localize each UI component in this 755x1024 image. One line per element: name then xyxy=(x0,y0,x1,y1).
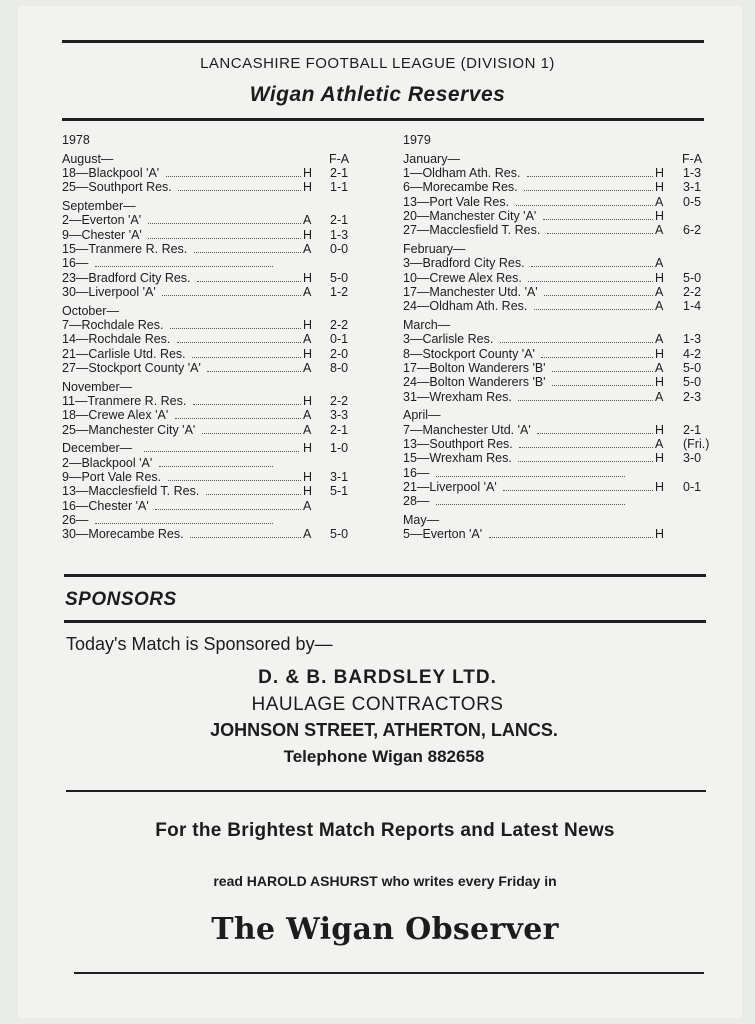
score: 5-0 xyxy=(330,527,349,542)
venue: A xyxy=(303,422,312,437)
advert-headline: For the Brightest Match Reports and Latest News xyxy=(155,820,615,841)
fixture-text: 21—Liverpool 'A' xyxy=(403,479,497,494)
fixture-row xyxy=(62,180,362,194)
fixture-row xyxy=(403,223,709,237)
fixture-row xyxy=(62,347,362,361)
venue: A xyxy=(655,436,664,451)
year-label: 1979 xyxy=(403,133,431,147)
venue: H xyxy=(303,484,313,499)
fixture-row xyxy=(62,527,362,541)
dot-leader xyxy=(148,213,301,224)
score: 1-3 xyxy=(683,166,702,181)
fixture-text: 9—Chester 'A' xyxy=(62,227,142,242)
dot-leader xyxy=(528,271,653,282)
fixture-row xyxy=(62,318,362,332)
dot-leader xyxy=(162,285,301,296)
fixture-row xyxy=(403,451,709,465)
month-header xyxy=(403,318,709,332)
venue: A xyxy=(303,213,312,228)
fixture-text: 25—Manchester City 'A' xyxy=(62,422,196,437)
fixture-text: 17—Bolton Wanderers 'B' xyxy=(403,360,546,375)
fixtures-1979 xyxy=(403,133,709,546)
sponsors-top-rule xyxy=(64,574,706,577)
year-label: 1978 xyxy=(62,133,90,147)
sponsor-company: D. & B. BARDSLEY LTD. xyxy=(258,667,497,688)
dot-leader xyxy=(192,347,301,358)
score: 2-1 xyxy=(683,422,702,437)
venue: H xyxy=(655,270,665,285)
fixture-text: 28— xyxy=(403,494,430,509)
month-header xyxy=(403,152,709,166)
dot-leader xyxy=(197,271,301,282)
fixture-row xyxy=(62,271,362,285)
fixture-row xyxy=(403,361,709,375)
fixture-row xyxy=(62,213,362,227)
fixture-row xyxy=(62,285,362,299)
fixture-text: 18—Blackpool 'A' xyxy=(62,166,160,181)
dot-leader xyxy=(168,470,301,481)
score: 2-2 xyxy=(330,394,349,409)
venue: A xyxy=(655,256,664,271)
dot-leader xyxy=(436,466,625,477)
venue: H xyxy=(655,346,665,361)
month-header xyxy=(62,441,362,455)
dot-leader xyxy=(175,408,301,419)
score: 2-0 xyxy=(330,346,349,361)
fixture-row xyxy=(62,423,362,437)
fixture-text: 14—Rochdale Res. xyxy=(62,332,171,347)
score: 1-4 xyxy=(683,299,702,314)
month-name: January— xyxy=(403,151,460,166)
club-title: Wigan Athletic Reserves xyxy=(249,83,506,106)
venue: H xyxy=(303,166,313,181)
month-name: February— xyxy=(403,242,466,257)
fixture-text: 13—Macclesfield T. Res. xyxy=(62,484,200,499)
dot-leader xyxy=(524,180,653,191)
dot-leader xyxy=(544,285,653,296)
score: 2-2 xyxy=(683,284,702,299)
fa-label: F-A xyxy=(329,151,350,166)
fixture-text: 16—Chester 'A' xyxy=(62,498,149,513)
month-name: April— xyxy=(403,408,441,423)
fixture-row xyxy=(403,195,709,209)
venue: A xyxy=(303,527,312,542)
dot-leader xyxy=(547,223,653,234)
fixture-row xyxy=(403,527,709,541)
score: 1-3 xyxy=(330,227,349,242)
fixtures-1978 xyxy=(62,133,362,546)
fixture-row xyxy=(62,394,362,408)
fixture-text: 26— xyxy=(62,512,89,527)
venue: H xyxy=(303,180,313,195)
dot-leader xyxy=(489,527,653,538)
fixture-text: 16— xyxy=(403,465,430,480)
fixture-row xyxy=(403,375,709,389)
venue: H xyxy=(655,375,665,390)
dot-leader xyxy=(170,318,301,329)
fixture-row xyxy=(403,437,709,451)
month-header xyxy=(62,152,362,166)
score: 2-1 xyxy=(330,422,349,437)
month-name: March— xyxy=(403,318,451,333)
score: 0-5 xyxy=(683,194,702,209)
fixture-text: 27—Stockport County 'A' xyxy=(62,360,201,375)
fixture-text: 13—Southport Res. xyxy=(403,436,513,451)
dot-leader xyxy=(193,394,301,405)
month-name: May— xyxy=(403,512,440,527)
score: 6-2 xyxy=(683,223,702,238)
venue: H xyxy=(655,180,665,195)
top-rule xyxy=(62,40,704,43)
venue: H xyxy=(655,208,665,223)
dot-leader xyxy=(552,375,653,386)
dot-leader xyxy=(518,390,653,401)
advert-byline: read HAROLD ASHURST who writes every Friday in xyxy=(213,873,557,889)
sponsor-trade: HAULAGE CONTRACTORS xyxy=(251,694,504,715)
fixture-row xyxy=(62,256,362,270)
fa-label: F-A xyxy=(682,151,703,166)
score: 1-0 xyxy=(330,441,349,456)
dot-leader xyxy=(144,441,299,452)
fixture-text: 6—Morecambe Res. xyxy=(403,180,518,195)
fixture-text: 18—Crewe Alex 'A' xyxy=(62,408,169,423)
month-header xyxy=(62,304,362,318)
fixture-row xyxy=(403,271,709,285)
score: 8-0 xyxy=(330,360,349,375)
score: 5-0 xyxy=(683,270,702,285)
fixture-row xyxy=(403,466,709,480)
venue: H xyxy=(655,527,665,542)
dot-leader xyxy=(148,228,301,239)
venue: A xyxy=(303,498,312,513)
fixture-text: 7—Rochdale Res. xyxy=(62,318,164,333)
fixture-text: 1—Oldham Ath. Res. xyxy=(403,166,521,181)
dot-leader xyxy=(527,166,653,177)
venue: H xyxy=(303,270,313,285)
dot-leader xyxy=(503,480,653,491)
newspaper-name: The Wigan Observer xyxy=(211,912,559,947)
dot-leader xyxy=(166,166,301,177)
fixture-text: 30—Morecambe Res. xyxy=(62,527,184,542)
fixture-row xyxy=(403,209,709,223)
fixture-text: 17—Manchester Utd. 'A' xyxy=(403,284,538,299)
score: 1-2 xyxy=(330,284,349,299)
venue: A xyxy=(655,389,664,404)
fixture-row xyxy=(403,423,709,437)
score: 4-2 xyxy=(683,346,702,361)
fixture-text: 24—Bolton Wanderers 'B' xyxy=(403,375,546,390)
fixture-text: 24—Oldham Ath. Res. xyxy=(403,299,528,314)
score: 1-3 xyxy=(683,332,702,347)
venue: H xyxy=(303,394,313,409)
fixture-text: 2—Blackpool 'A' xyxy=(62,455,153,470)
venue: A xyxy=(303,284,312,299)
fixture-row xyxy=(403,180,709,194)
fixture-row xyxy=(62,228,362,242)
fixture-text: 30—Liverpool 'A' xyxy=(62,284,156,299)
dot-leader xyxy=(178,180,301,191)
fixture-row xyxy=(403,480,709,494)
sponsors-heading: SPONSORS xyxy=(65,589,177,610)
league-title: LANCASHIRE FOOTBALL LEAGUE (DIVISION 1) xyxy=(200,55,555,72)
advert-rule-top xyxy=(66,790,706,792)
dot-leader xyxy=(155,499,301,510)
dot-leader xyxy=(194,242,301,253)
month-header xyxy=(62,380,362,394)
dot-leader xyxy=(519,437,653,448)
dot-leader xyxy=(95,256,273,267)
fixture-text: 15—Tranmere R. Res. xyxy=(62,242,188,257)
dot-leader xyxy=(159,456,273,467)
sponsor-phone: Telephone Wigan 882658 xyxy=(283,747,485,766)
venue: H xyxy=(303,441,313,456)
fixture-text: 7—Manchester Utd. 'A' xyxy=(403,422,531,437)
fixture-row xyxy=(403,494,709,508)
score: 5-0 xyxy=(683,360,702,375)
fixture-text: 16— xyxy=(62,256,89,271)
venue: H xyxy=(655,422,665,437)
fixture-row xyxy=(403,299,709,313)
fixture-row xyxy=(403,256,709,270)
venue: H xyxy=(303,318,313,333)
venue: A xyxy=(303,360,312,375)
fixture-text: 11—Tranmere R. Res. xyxy=(62,394,187,409)
venue: H xyxy=(303,470,313,485)
venue: A xyxy=(655,284,664,299)
fixture-text: 27—Macclesfield T. Res. xyxy=(403,223,541,238)
score: (Fri.) xyxy=(683,436,710,451)
venue: A xyxy=(655,194,664,209)
score: 5-1 xyxy=(330,484,349,499)
score: 2-2 xyxy=(330,318,349,333)
venue: H xyxy=(303,346,313,361)
score: 3-0 xyxy=(683,451,702,466)
venue: A xyxy=(303,242,312,257)
venue: A xyxy=(303,408,312,423)
season-year xyxy=(62,133,362,147)
fixture-text: 25—Southport Res. xyxy=(62,180,172,195)
score: 2-1 xyxy=(330,213,349,228)
fixture-text: 21—Carlisle Utd. Res. xyxy=(62,346,186,361)
fixture-text: 3—Bradford City Res. xyxy=(403,256,525,271)
sponsor-address: JOHNSON STREET, ATHERTON, LANCS. xyxy=(210,720,558,740)
dot-leader xyxy=(206,484,301,495)
month-name: November— xyxy=(62,379,133,394)
fixture-row xyxy=(62,332,362,346)
venue: A xyxy=(303,332,312,347)
month-name: August— xyxy=(62,151,114,166)
score: 1-1 xyxy=(330,180,349,195)
dot-leader xyxy=(190,527,301,538)
advert-rule-bottom xyxy=(74,972,704,974)
venue: H xyxy=(655,166,665,181)
dot-leader xyxy=(500,332,653,343)
score: 3-1 xyxy=(683,180,702,195)
fixture-row xyxy=(62,456,362,470)
score: 5-0 xyxy=(683,375,702,390)
dot-leader xyxy=(534,299,653,310)
fixture-row xyxy=(62,361,362,375)
venue: H xyxy=(655,451,665,466)
fixture-text: 31—Wrexham Res. xyxy=(403,389,512,404)
dot-leader xyxy=(202,423,301,434)
fixture-row xyxy=(62,408,362,422)
fixture-row xyxy=(403,166,709,180)
sponsors-rule xyxy=(64,620,706,623)
fixture-text: 23—Bradford City Res. xyxy=(62,270,191,285)
fixture-row xyxy=(62,513,362,527)
venue: H xyxy=(303,227,313,242)
fixture-row xyxy=(62,484,362,498)
score: 3-1 xyxy=(330,470,349,485)
score: 5-0 xyxy=(330,270,349,285)
month-header xyxy=(403,242,709,256)
fixture-row xyxy=(62,166,362,180)
score: 3-3 xyxy=(330,408,349,423)
venue: A xyxy=(655,332,664,347)
venue: A xyxy=(655,360,664,375)
dot-leader xyxy=(537,423,653,434)
fixture-text: 2—Everton 'A' xyxy=(62,213,142,228)
fixture-row xyxy=(403,285,709,299)
dot-leader xyxy=(177,332,301,343)
score: 0-1 xyxy=(683,479,702,494)
dot-leader xyxy=(541,347,653,358)
fixture-row xyxy=(62,470,362,484)
dot-leader xyxy=(95,513,273,524)
month-header xyxy=(403,513,709,527)
dot-leader xyxy=(516,195,653,206)
venue: A xyxy=(655,223,664,238)
fixture-row xyxy=(403,390,709,404)
fixture-row xyxy=(403,347,709,361)
fixture-row xyxy=(62,499,362,513)
score: 2-1 xyxy=(330,166,349,181)
sponsor-intro: Today's Match is Sponsored by— xyxy=(66,634,333,654)
dot-leader xyxy=(207,361,301,372)
fixture-text: 3—Carlisle Res. xyxy=(403,332,494,347)
score: 2-3 xyxy=(683,389,702,404)
month-name: December— xyxy=(62,441,133,456)
fixture-row xyxy=(403,332,709,346)
dot-leader xyxy=(543,209,653,220)
header-rule xyxy=(62,118,704,121)
venue: A xyxy=(655,299,664,314)
month-header xyxy=(62,199,362,213)
fixture-text: 20—Manchester City 'A' xyxy=(403,208,537,223)
dot-leader xyxy=(552,361,653,372)
dot-leader xyxy=(436,494,625,505)
fixture-text: 10—Crewe Alex Res. xyxy=(403,270,522,285)
month-name: October— xyxy=(62,303,119,318)
month-header xyxy=(403,408,709,422)
month-name: September— xyxy=(62,199,136,214)
venue: H xyxy=(655,479,665,494)
dot-leader xyxy=(531,256,653,267)
fixture-text: 9—Port Vale Res. xyxy=(62,470,162,485)
season-year xyxy=(403,133,709,147)
score: 0-1 xyxy=(330,332,349,347)
fixture-text: 8—Stockport County 'A' xyxy=(403,346,535,361)
fixture-text: 15—Wrexham Res. xyxy=(403,451,512,466)
fixture-text: 13—Port Vale Res. xyxy=(403,194,510,209)
score: 0-0 xyxy=(330,242,349,257)
fixture-row xyxy=(62,242,362,256)
fixture-text: 5—Everton 'A' xyxy=(403,527,483,542)
dot-leader xyxy=(518,451,653,462)
